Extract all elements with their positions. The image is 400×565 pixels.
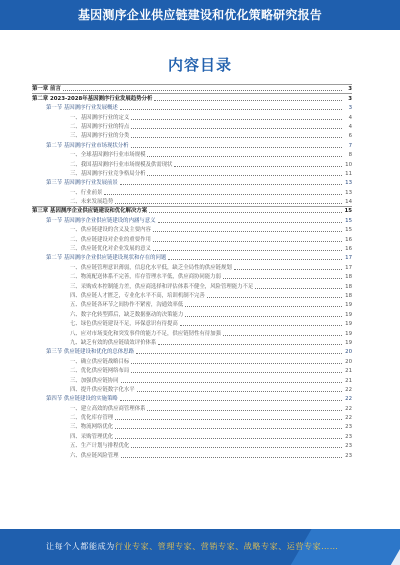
- toc-page-number: 22: [345, 415, 352, 422]
- toc-entry-text: 第四节 供应链建设的实施策略: [46, 396, 118, 403]
- toc-leader-dots: [104, 194, 342, 195]
- toc-entry-text: 九、缺乏有效的供应链绩效评价体系: [70, 339, 157, 346]
- toc-leader-dots: [63, 90, 342, 91]
- toc-entry-text: 第三节 基因测序行业发展前景: [46, 180, 118, 187]
- toc-entry[interactable]: [32, 262, 352, 271]
- report-header-bar: [0, 0, 400, 30]
- toc-page-number: 16: [345, 246, 352, 253]
- toc-leader-dots: [154, 100, 342, 101]
- toc-entry[interactable]: [32, 394, 352, 403]
- toc-page-number: 20: [345, 349, 352, 356]
- toc-entry[interactable]: [32, 319, 352, 328]
- toc-entry[interactable]: [32, 84, 352, 93]
- toc-page-number: 18: [345, 274, 352, 281]
- toc-entry-text: 五、生产计划与排程优化: [70, 443, 130, 450]
- toc-page-number: 3: [348, 86, 352, 93]
- toc-leader-dots: [153, 250, 342, 251]
- toc-page-number: 13: [345, 189, 352, 196]
- toc-entry[interactable]: [32, 140, 352, 149]
- toc-entry-text: 七、绿色供应链建设不足，环保意识有待提高: [70, 321, 178, 328]
- toc-leader-dots: [180, 325, 342, 326]
- toc-entry-text: 四、采购管理优化: [70, 433, 114, 440]
- toc-page-number: 19: [345, 321, 352, 328]
- toc-entry[interactable]: [32, 112, 352, 121]
- footer-slogan-lead: 让每个人都能成为: [46, 542, 115, 551]
- toc-entry[interactable]: [32, 169, 352, 178]
- toc-page-number: 21: [345, 368, 352, 375]
- toc-entry-text: 第三节 供应链建设和优化的总体思路: [46, 349, 134, 356]
- toc-leader-dots: [168, 259, 342, 260]
- toc-page-number: 14: [345, 199, 352, 206]
- toc-entry[interactable]: [32, 281, 352, 290]
- toc-entry[interactable]: [32, 234, 352, 243]
- table-of-contents: [32, 84, 352, 460]
- toc-leader-dots: [131, 119, 342, 120]
- footer-banner: [0, 529, 400, 565]
- toc-page-number: 8: [348, 152, 352, 159]
- toc-page-number: 23: [345, 452, 352, 459]
- toc-entry[interactable]: [32, 338, 352, 347]
- toc-page-number: 6: [348, 133, 352, 140]
- toc-entry-text: 第二节 基因测序行业市场现状分析: [46, 142, 129, 149]
- toc-leader-dots: [131, 137, 342, 138]
- toc-page-number: 23: [345, 443, 352, 450]
- toc-entry[interactable]: [32, 450, 352, 459]
- toc-entry-text: 二、物流配送体系不完善，库存管理水平低，供应商协同能力弱: [70, 274, 221, 281]
- toc-leader-dots: [115, 419, 342, 420]
- toc-leader-dots: [158, 344, 342, 345]
- toc-leader-dots: [153, 241, 342, 242]
- toc-entry-text: 三、物流网络优化: [70, 424, 114, 431]
- toc-page-number: 19: [345, 311, 352, 318]
- toc-entry[interactable]: [32, 366, 352, 375]
- toc-entry[interactable]: [32, 441, 352, 450]
- toc-page-number: 22: [345, 386, 352, 393]
- footer-slogan: [46, 529, 338, 565]
- toc-entry-text: 第二节 基因测序企业供应链建设现状和存在的问题: [46, 255, 167, 262]
- toc-entry[interactable]: [32, 103, 352, 112]
- toc-entry-text: 四、供应链人才匮乏，专业化水平不高，培训机制不完善: [70, 292, 205, 299]
- toc-page-number: 7: [348, 142, 352, 149]
- toc-entry[interactable]: [32, 122, 352, 131]
- toc-leader-dots: [136, 353, 342, 354]
- toc-entry[interactable]: [32, 131, 352, 140]
- toc-entry[interactable]: [32, 385, 352, 394]
- toc-leader-dots: [120, 109, 342, 110]
- toc-entry[interactable]: [32, 356, 352, 365]
- toc-leader-dots: [115, 203, 342, 204]
- toc-leader-dots: [115, 428, 342, 429]
- toc-page-number: 23: [345, 424, 352, 431]
- toc-leader-dots: [174, 166, 342, 167]
- toc-entry-text: 二、供应链建设对企业的重要作用: [70, 236, 151, 243]
- toc-entry-text: 一、全球基因测序行业市场规模: [70, 152, 146, 159]
- toc-leader-dots: [131, 147, 342, 148]
- toc-leader-dots: [121, 382, 342, 383]
- toc-page-number: 11: [345, 170, 352, 177]
- toc-leader-dots: [131, 372, 342, 373]
- toc-leader-dots: [121, 457, 342, 458]
- toc-page-number: 20: [345, 358, 352, 365]
- toc-page-number: 19: [345, 302, 352, 309]
- toc-page-number: 17: [345, 264, 352, 271]
- toc-leader-dots: [147, 175, 342, 176]
- toc-entry-text: 六、供应链风险管理: [70, 452, 119, 459]
- toc-leader-dots: [207, 297, 342, 298]
- toc-entry-text: 二、未来发展趋势: [70, 199, 114, 206]
- toc-entry-text: 三、基因测序行业的分类: [70, 133, 130, 140]
- toc-leader-dots: [149, 212, 342, 213]
- toc-entry-text: 第一节 基因测序企业供应链建设的内涵与意义: [46, 217, 156, 224]
- toc-entry[interactable]: [32, 375, 352, 384]
- toc-page-number: 15: [344, 208, 352, 215]
- toc-entry-text: 第二章 2023-2028年基因测序行业发展趋势分析: [32, 95, 153, 102]
- toc-page-number: 18: [345, 283, 352, 290]
- toc-leader-dots: [115, 438, 342, 439]
- toc-leader-dots: [131, 447, 342, 448]
- toc-page-number: 17: [345, 255, 352, 262]
- toc-page-number: 3: [348, 105, 352, 112]
- toc-leader-dots: [131, 128, 342, 129]
- toc-entry-text: 一、行业前景: [70, 189, 103, 196]
- toc-entry[interactable]: [32, 422, 352, 431]
- toc-page-number: 22: [345, 405, 352, 412]
- toc-page-number: 10: [345, 161, 352, 168]
- toc-entry[interactable]: [32, 347, 352, 356]
- toc-entry[interactable]: [32, 272, 352, 281]
- toc-entry-text: 四、提升供应链数字化水平: [70, 386, 135, 393]
- toc-entry-text: 一、基因测序行业的定义: [70, 114, 130, 121]
- toc-leader-dots: [223, 335, 342, 336]
- toc-leader-dots: [255, 288, 342, 289]
- toc-entry-text: 二、优化库存管理: [70, 415, 114, 422]
- toc-page-number: 15: [345, 217, 352, 224]
- toc-entry[interactable]: [32, 150, 352, 159]
- toc-leader-dots: [147, 410, 342, 411]
- toc-entry-text: 一、供应链建设的含义及主要内容: [70, 227, 151, 234]
- toc-leader-dots: [137, 391, 342, 392]
- toc-entry-text: 二、基因测序行业的特点: [70, 123, 130, 130]
- toc-page-number: 19: [345, 339, 352, 346]
- toc-leader-dots: [153, 231, 342, 232]
- report-title: 基因测序企业供应链建设和优化策略研究报告: [77, 8, 322, 22]
- toc-entry-text: 二、我国基因测序行业市场规模及供需现状: [70, 161, 173, 168]
- toc-entry-text: 第一节 基因测序行业发展概述: [46, 105, 118, 112]
- toc-entry[interactable]: [32, 328, 352, 337]
- toc-entry-text: 五、供应链各环节之间协作不紧密，沟通效率低: [70, 302, 184, 309]
- toc-leader-dots: [234, 269, 342, 270]
- toc-leader-dots: [147, 156, 342, 157]
- toc-heading: 内容目录: [167, 56, 232, 74]
- toc-leader-dots: [120, 400, 342, 401]
- toc-entry-text: 第三章 基因测序企业供应链建设和优化解决方案: [32, 208, 148, 215]
- toc-leader-dots: [185, 306, 342, 307]
- toc-page-number: 4: [348, 114, 352, 121]
- toc-page-number: 13: [345, 180, 352, 187]
- toc-entry[interactable]: [32, 159, 352, 168]
- toc-entry[interactable]: [32, 93, 352, 102]
- toc-page-number: 23: [345, 433, 352, 440]
- toc-entry-text: 六、数字化转型滞后，缺乏数据驱动的决策能力: [70, 311, 184, 318]
- toc-entry-text: 二、优化供应链网络布局: [70, 368, 130, 375]
- toc-entry-text: 三、基因测序行业竞争格局分析: [70, 170, 146, 177]
- toc-entry[interactable]: [32, 253, 352, 262]
- toc-entry[interactable]: [32, 178, 352, 187]
- toc-entry[interactable]: [32, 300, 352, 309]
- toc-entry-text: 一、确立供应链战略目标: [70, 358, 130, 365]
- toc-entry-text: 一、供应链管理意识薄弱，信息化水平低，缺乏全局性的供应链规划: [70, 264, 232, 271]
- toc-leader-dots: [158, 222, 342, 223]
- toc-page-number: 15: [345, 227, 352, 234]
- toc-entry[interactable]: [32, 187, 352, 196]
- toc-entry-text: 三、供应链优化对企业发展的意义: [70, 246, 151, 253]
- toc-page-number: 4: [348, 123, 352, 130]
- toc-entry-text: 三、采购成本控制能力差，供应商选择和评估体系不健全，风险管理能力不足: [70, 283, 254, 290]
- toc-page-number: 19: [345, 330, 352, 337]
- toc-entry[interactable]: [32, 413, 352, 422]
- toc-page-number: 21: [345, 377, 352, 384]
- toc-entry[interactable]: [32, 197, 352, 206]
- toc-page-number: 3: [348, 95, 352, 102]
- toc-entry[interactable]: [32, 206, 352, 215]
- toc-page-number: 16: [345, 236, 352, 243]
- toc-leader-dots: [131, 363, 342, 364]
- footer-slogan-roles: 行业专家、管理专家、营销专家、战略专家、运营专家……: [114, 542, 339, 551]
- toc-entry-text: 一、建立高效的供应商管理体系: [70, 405, 146, 412]
- toc-entry[interactable]: [32, 403, 352, 412]
- toc-entry[interactable]: [32, 291, 352, 300]
- toc-leader-dots: [223, 278, 342, 279]
- toc-entry[interactable]: [32, 225, 352, 234]
- toc-entry[interactable]: [32, 309, 352, 318]
- toc-entry[interactable]: [32, 431, 352, 440]
- toc-page-number: 22: [345, 396, 352, 403]
- toc-entry-text: 第一章 前言: [32, 86, 61, 93]
- toc-entry-text: 八、应对市场变化和突发事件的能力不足，供应链韧性有待加强: [70, 330, 221, 337]
- toc-leader-dots: [120, 184, 342, 185]
- toc-entry[interactable]: [32, 215, 352, 224]
- toc-entry[interactable]: [32, 244, 352, 253]
- toc-entry-text: 三、加强供应链协同: [70, 377, 119, 384]
- toc-leader-dots: [185, 316, 342, 317]
- toc-page-number: 18: [345, 292, 352, 299]
